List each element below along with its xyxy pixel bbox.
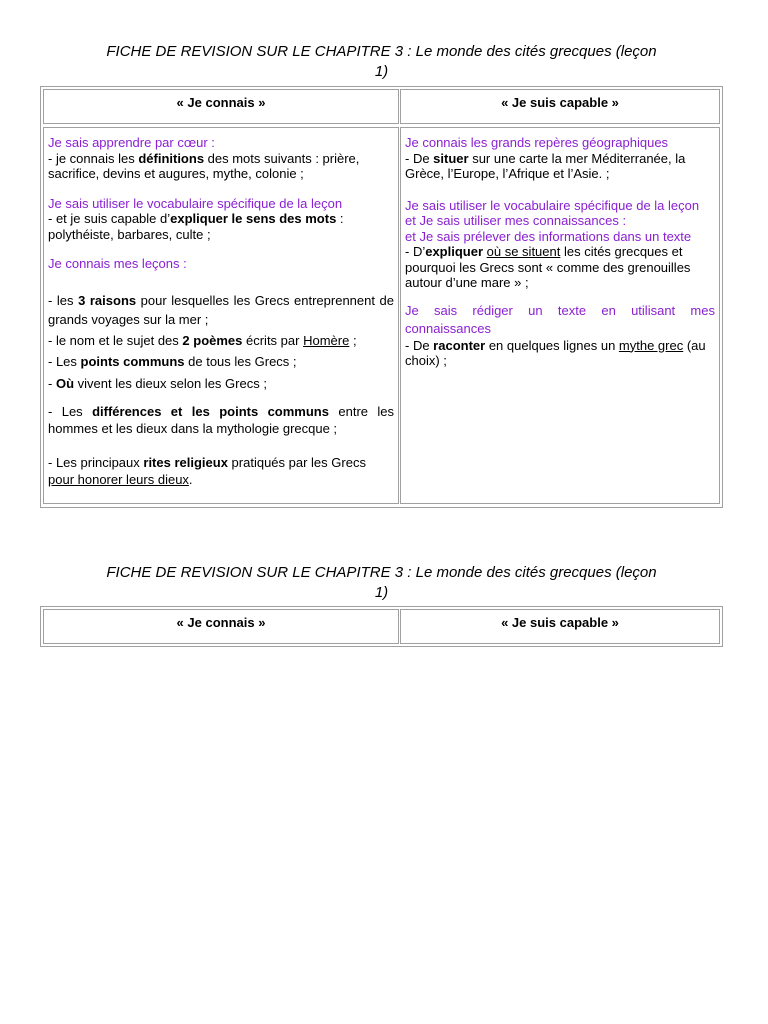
right-section-expliquer-text: - D’expliquer où se situent les cités grecques et pourquoi les Grecs sont « comme des grenouilles autour d’une mare » ; xyxy=(405,244,691,290)
right-section-raconter-text: - De raconter en quelques lignes un mythe grec (au choix) ; xyxy=(405,337,706,368)
left-item-3-raisons: - les 3 raisons pour lesquelles les Grecs entreprennent de grands voyages sur la mer ; xyxy=(48,292,394,327)
sheet2-header-je-connais: « Je connais » xyxy=(43,609,399,644)
left-item-rites-religieux: - Les principaux rites religieux pratiqués par les Grecs pour honorer leurs dieux. xyxy=(48,455,366,487)
left-item-2-poemes: - le nom et le sujet des 2 poèmes écrits par Homère ; xyxy=(48,332,357,348)
sheet2-title-line1: FICHE DE REVISION SUR LE CHAPITRE 3 : Le monde des cités grecques (leçon xyxy=(106,564,657,581)
sheet1-title-line2: 1) xyxy=(374,63,389,80)
left-item-ou-vivent-dieux: - Où vivent les dieux selon les Grecs ; xyxy=(48,375,267,391)
left-section-apprendre-title: Je sais apprendre par cœur : xyxy=(48,135,215,150)
sheet1-je-suis-capable-cell xyxy=(400,127,720,504)
left-section-vocabulaire-text: - et je suis capable d’expliquer le sens des mots : polythéiste, barbares, culte ; xyxy=(48,211,344,242)
sheet2-table xyxy=(40,606,723,647)
sheet1-title xyxy=(40,42,723,82)
left-item-differences: - Les différences et les points communs entre les hommes et les dieux dans la mythologie grecque ; xyxy=(48,404,394,436)
sheet2-header-je-suis-capable: « Je suis capable » xyxy=(400,609,720,644)
sheet2-title xyxy=(40,563,723,603)
right-section-vocabulaire-title: Je sais utiliser le vocabulaire spécifique de la leçon xyxy=(405,197,700,213)
sheet1-header-je-connais: « Je connais » xyxy=(43,89,399,124)
sheet1-header-je-suis-capable: « Je suis capable » xyxy=(400,89,720,124)
sheet1-je-connais-cell xyxy=(43,127,399,504)
right-section-prelever-title: et Je sais prélever des informations dans un texte xyxy=(405,228,692,244)
sheet1-title-line1: FICHE DE REVISION SUR LE CHAPITRE 3 : Le monde des cités grecques (leçon xyxy=(106,43,657,60)
left-section-vocabulaire-title: Je sais utiliser le vocabulaire spécifique de la leçon xyxy=(48,195,343,211)
right-section-reperes-title: Je connais les grands repères géographiques xyxy=(405,135,669,150)
sheet2-title-line2: 1) xyxy=(374,584,389,601)
left-section-apprendre-text: - je connais les définitions des mots suivants : prière, sacrifice, devins et augures, mythe, colonie ; xyxy=(48,150,360,181)
sheet1-table xyxy=(40,86,723,508)
right-section-rediger-title: Je sais rédiger un texte en utilisant mes connaissances xyxy=(405,302,715,336)
left-section-lecons-title: Je connais mes leçons : xyxy=(48,256,187,271)
right-section-connaissances-title: et Je sais utiliser mes connaissances : xyxy=(405,213,627,228)
left-item-points-communs: - Les points communs de tous les Grecs ; xyxy=(48,354,297,369)
right-section-reperes-text: - De situer sur une carte la mer Méditerranée, la Grèce, l’Europe, l’Afrique et l’Asie. ; xyxy=(405,150,686,181)
